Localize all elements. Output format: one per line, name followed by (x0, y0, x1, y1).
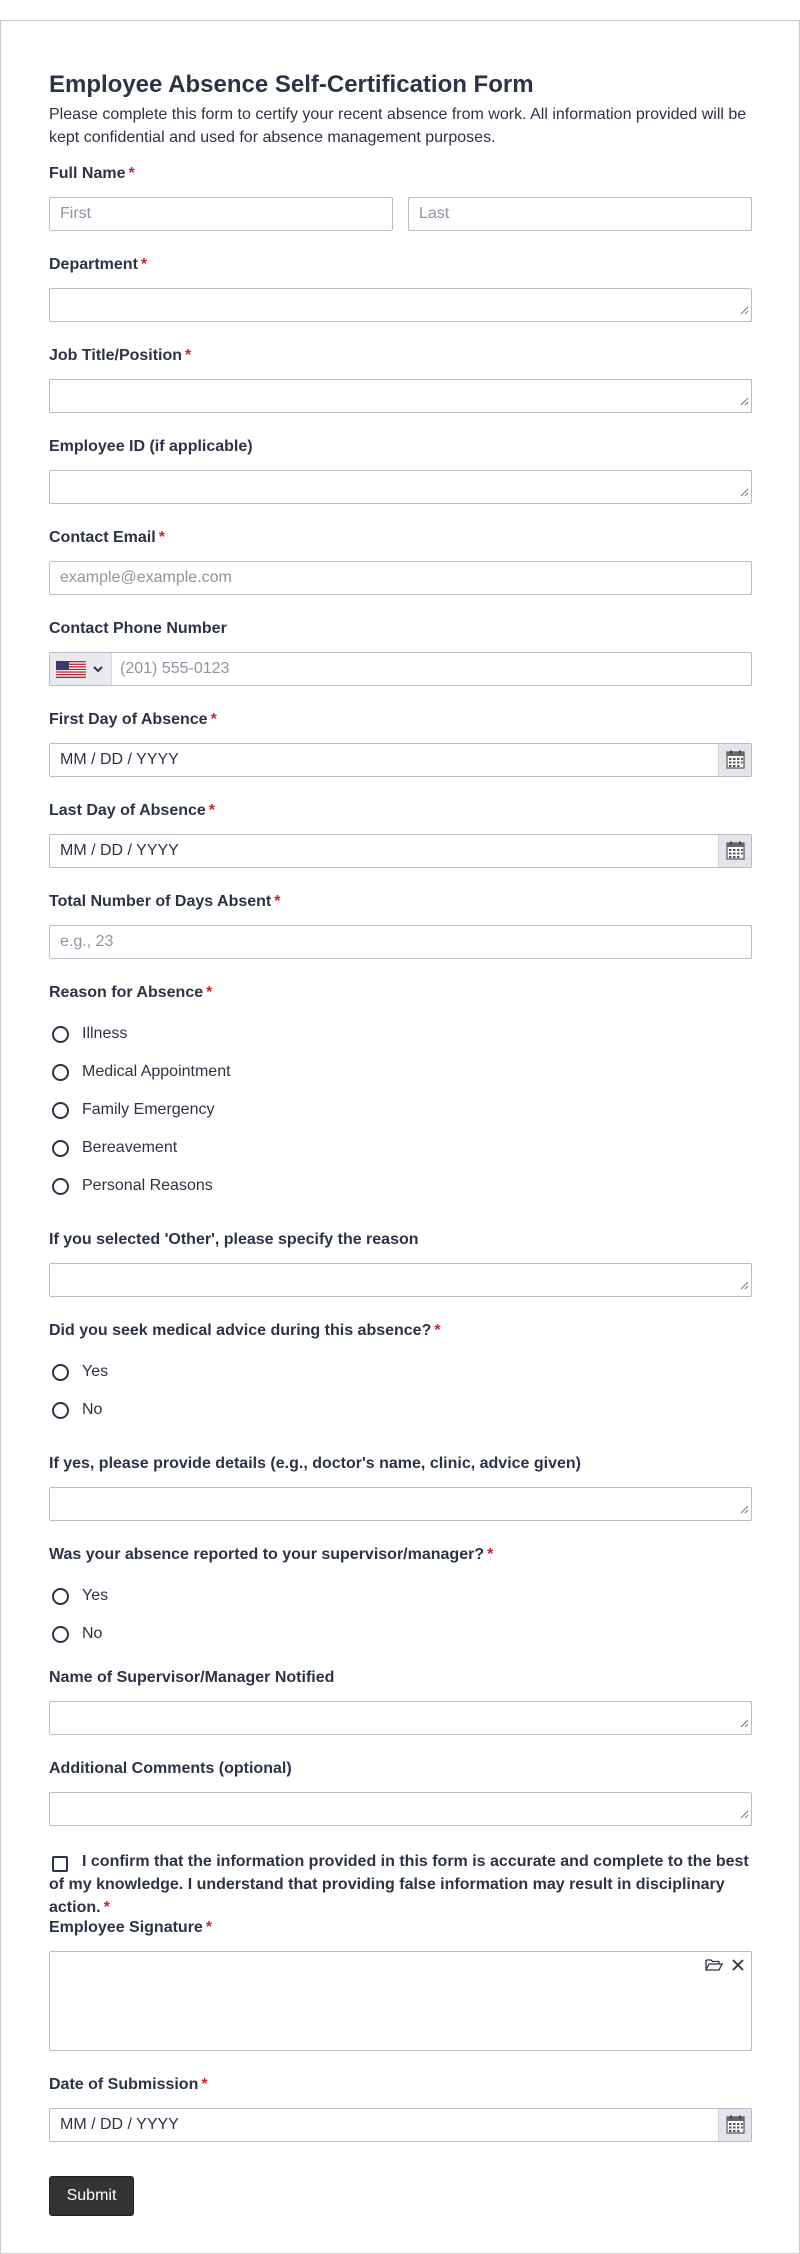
reason-option-illness[interactable] (49, 1023, 449, 1047)
submission-date-calendar-button[interactable] (718, 2109, 751, 2141)
radio-label: No (82, 1401, 103, 1418)
last-day-input[interactable] (50, 835, 716, 867)
last-name-input[interactable] (408, 197, 752, 231)
required-marker: * (205, 1919, 213, 1936)
calendar-icon (726, 841, 745, 860)
required-marker: * (206, 984, 213, 1001)
submit-button[interactable]: Submit (49, 2176, 134, 2216)
form-description: Please complete this form to certify your recent absence from work. All information provided will be kept confidential and used for absence management purposes. (49, 106, 747, 146)
reason-label: Reason for Absence * (49, 984, 213, 1001)
submission-date-label: Date of Submission * (49, 2076, 208, 2093)
medical-details-label: If yes, please provide details (e.g., doctor's name, clinic, advice given) (49, 1455, 581, 1472)
close-icon[interactable] (730, 1957, 746, 1973)
calendar-icon (726, 750, 745, 769)
other-reason-label: If you selected 'Other', please specify the reason (49, 1231, 419, 1248)
radio-label: Family Emergency (82, 1101, 215, 1118)
first-name-input[interactable] (49, 197, 393, 231)
first-day-label: First Day of Absence * (49, 711, 217, 728)
phone-field (49, 652, 752, 686)
signature-label: Employee Signature * (49, 1919, 213, 1936)
department-label: Department * (49, 256, 148, 273)
medical-advice-option-no[interactable] (49, 1399, 449, 1423)
signature-pad[interactable] (49, 1951, 752, 2051)
required-marker: * (210, 711, 217, 728)
supervisor-name-input[interactable] (49, 1701, 752, 1735)
reported-option-no[interactable] (49, 1623, 449, 1647)
radio-button[interactable] (52, 1140, 69, 1157)
contact-phone-label: Contact Phone Number (49, 620, 227, 637)
calendar-icon (726, 2115, 745, 2134)
last-day-field (49, 834, 752, 868)
required-marker: * (208, 802, 216, 819)
radio-button[interactable] (52, 1102, 69, 1119)
last-day-calendar-button[interactable] (718, 835, 751, 867)
job-title-input[interactable] (49, 379, 752, 413)
reason-option-medical-appointment[interactable] (49, 1061, 449, 1085)
required-marker: * (140, 256, 148, 273)
radio-button[interactable] (52, 1178, 69, 1195)
folder-open-icon[interactable] (705, 1957, 723, 1973)
total-days-label: Total Number of Days Absent * (49, 893, 281, 910)
required-marker: * (158, 529, 165, 546)
reason-option-family-emergency[interactable] (49, 1099, 449, 1123)
required-marker: * (103, 1899, 110, 1916)
reported-option-yes[interactable] (49, 1585, 449, 1609)
us-flag-icon (56, 661, 86, 678)
radio-button[interactable] (52, 1402, 69, 1419)
required-marker: * (487, 1546, 494, 1563)
required-marker: * (274, 893, 281, 910)
medical-advice-option-yes[interactable] (49, 1361, 449, 1385)
required-marker: * (201, 2076, 208, 2093)
contact-email-input[interactable] (49, 561, 752, 595)
radio-label: Bereavement (82, 1139, 178, 1156)
radio-label: Yes (82, 1363, 109, 1380)
confirmation-text: I confirm that the information provided in this form is accurate and complete to the best of my knowledge. I understand that providing false information may result in disciplinary action. * (49, 1853, 749, 1916)
form-title: Employee Absence Self-Certification Form (49, 71, 534, 98)
comments-input[interactable] (49, 1792, 752, 1826)
radio-label: No (82, 1625, 103, 1642)
submission-date-input[interactable] (50, 2109, 716, 2141)
first-day-calendar-button[interactable] (718, 744, 751, 776)
department-input[interactable] (49, 288, 752, 322)
radio-button[interactable] (52, 1364, 69, 1381)
first-day-field (49, 743, 752, 777)
submission-date-field (49, 2108, 752, 2142)
employee-id-label: Employee ID (if applicable) (49, 438, 253, 455)
required-marker: * (434, 1322, 441, 1339)
radio-label: Personal Reasons (82, 1177, 213, 1194)
comments-label: Additional Comments (optional) (49, 1760, 292, 1777)
required-marker: * (128, 165, 135, 182)
last-day-label: Last Day of Absence * (49, 802, 216, 819)
other-reason-input[interactable] (49, 1263, 752, 1297)
total-days-input[interactable] (49, 925, 752, 959)
supervisor-name-label: Name of Supervisor/Manager Notified (49, 1669, 335, 1686)
contact-phone-input[interactable] (112, 653, 751, 685)
full-name-label: Full Name * (49, 165, 135, 182)
form-card (0, 20, 800, 2254)
contact-email-label: Contact Email * (49, 529, 165, 546)
job-title-label: Job Title/Position * (49, 347, 192, 364)
radio-label: Yes (82, 1587, 109, 1604)
medical-advice-label: Did you seek medical advice during this absence? * (49, 1322, 441, 1339)
radio-button[interactable] (52, 1026, 69, 1043)
radio-button[interactable] (52, 1626, 69, 1643)
required-marker: * (185, 347, 192, 364)
radio-label: Illness (82, 1025, 128, 1042)
radio-button[interactable] (52, 1588, 69, 1605)
country-selector[interactable] (50, 653, 112, 685)
reason-option-personal-reasons[interactable] (49, 1175, 449, 1199)
chevron-down-icon (92, 664, 104, 674)
first-day-input[interactable] (50, 744, 716, 776)
employee-id-input[interactable] (49, 470, 752, 504)
reason-option-bereavement[interactable] (49, 1137, 449, 1161)
radio-button[interactable] (52, 1064, 69, 1081)
radio-label: Medical Appointment (82, 1063, 231, 1080)
medical-details-input[interactable] (49, 1487, 752, 1521)
reported-label: Was your absence reported to your supervisor/manager? * (49, 1546, 494, 1563)
